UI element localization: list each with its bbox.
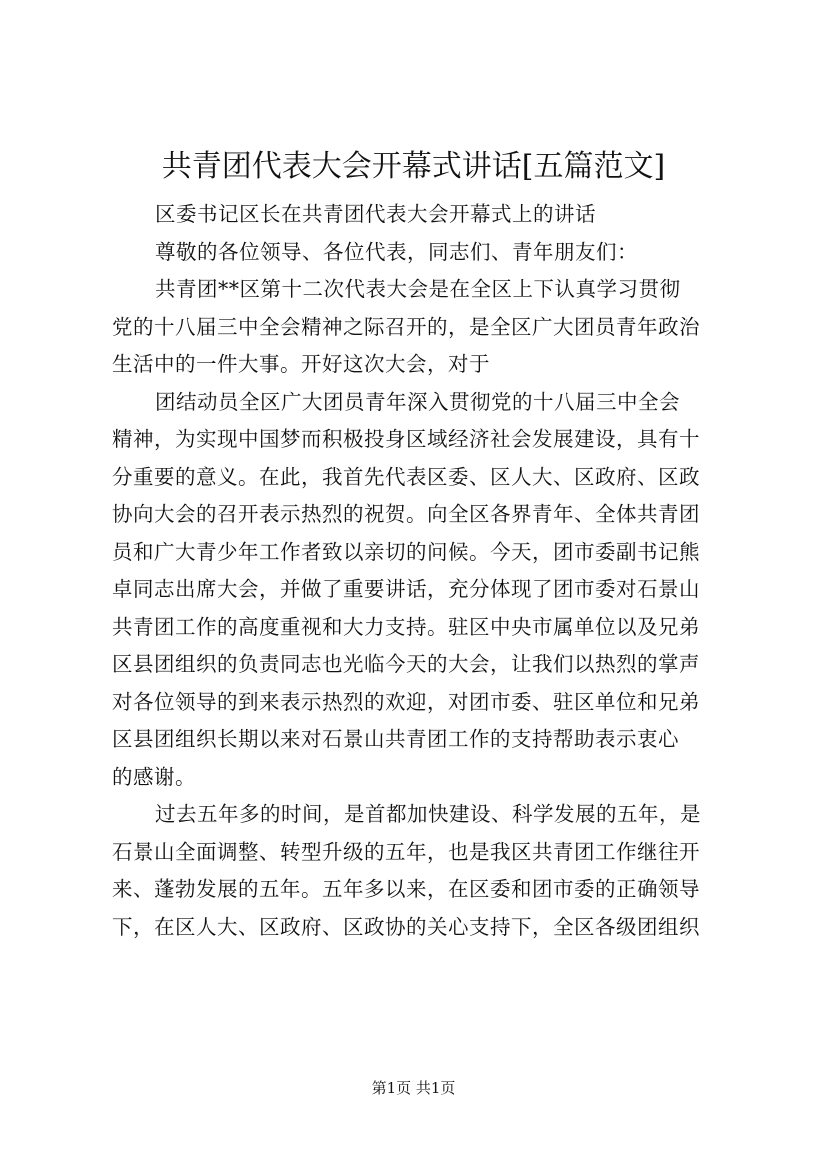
salutation-line: 尊敬的各位领导、各位代表，同志们、青年朋友们： [155,239,638,264]
paragraph-line: 石景山全面调整、转型升级的五年，也是我区共青团工作继往开 [112,839,700,864]
paragraph-line: 分重要的意义。在此，我首先代表区委、区人大、区政府、区政 [112,464,700,489]
paragraph-line: 的感谢。 [112,764,196,789]
paragraph-line: 下，在区人大、区政府、区政协的关心支持下，全区各级团组织 [112,914,700,939]
paragraph-line: 来、蓬勃发展的五年。五年多以来，在区委和团市委的正确领导 [112,877,700,901]
paragraph-line: 共青团**区第十二次代表大会是在全区上下认真学习贯彻 [155,277,681,301]
paragraph-line: 精神，为实现中国梦而积极投身区域经济社会发展建设，具有十 [112,427,700,451]
paragraph-line: 协向大会的召开表示热烈的祝贺。向全区各界青年、全体共青团 [112,502,700,526]
document-body [112,196,724,946]
subtitle-line: 区委书记区长在共青团代表大会开幕式上的讲话 [155,202,596,226]
paragraph-line: 对各位领导的到来表示热烈的欢迎，对团市委、驻区单位和兄弟 [112,689,700,714]
paragraph-line: 生活中的一件大事。开好这次大会，对于 [112,352,490,376]
paragraph-line: 过去五年多的时间，是首都加快建设、科学发展的五年，是 [155,802,701,826]
paragraph-line: 共青团工作的高度重视和大力支持。驻区中央市属单位以及兄弟 [112,614,700,639]
paragraph-line: 区县团组织的负责同志也光临今天的大会，让我们以热烈的掌声 [112,652,700,676]
paragraph-line: 员和广大青少年工作者致以亲切的问候。今天，团市委副书记熊 [112,539,700,564]
paragraph-line: 区县团组织长期以来对石景山共青团工作的支持帮助表示衷心 [112,727,679,751]
page-footer: 第1页 共1页 [371,1079,456,1097]
paragraph-line: 卓同志出席大会，并做了重要讲话，充分体现了团市委对石景山 [112,577,700,601]
document-title: 共青团代表大会开幕式讲话[五篇范文] [161,149,666,184]
paragraph-line: 党的十八届三中全会精神之际召开的，是全区广大团员青年政治 [112,314,700,339]
paragraph-line: 团结动员全区广大团员青年深入贯彻党的十八届三中全会 [155,389,680,414]
